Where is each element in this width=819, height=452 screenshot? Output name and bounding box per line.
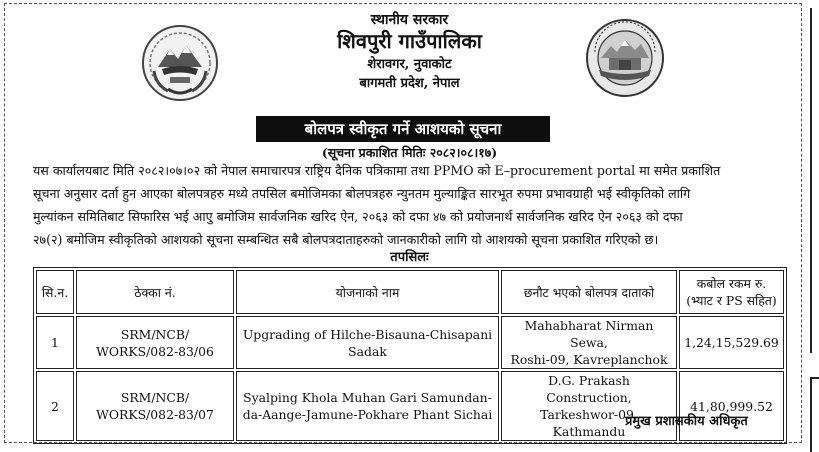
table-header-row — [36, 270, 784, 314]
cell-sn: 2 — [36, 371, 74, 441]
notice-body — [33, 159, 793, 251]
header-sn: सि.न. — [36, 270, 74, 314]
body-line: यस कार्यालयबाट मिति २०८२।०७।०२ को नेपाल समाचारपत्र राष्ट्रिय दैनिक पत्रिकामा तथा PPMO को E–procurement portal मा समेत प्रकाशित — [33, 163, 721, 178]
header-contract: ठेक्का नं. — [76, 270, 234, 314]
local-government-label: स्थानीय सरकार — [370, 12, 449, 28]
cell-amount: 41,80,999.52 — [679, 371, 784, 441]
body-line: सूचना अनुसार दर्ता हुन आएका बोलपत्रहरु मध्ये तपसिल बमोजिमका बोलपत्रहरु न्युनतम मुल्याङ्कित सारभूत रुपमा प्रभावग्राही भई स्वीकृतिको लागि — [33, 186, 691, 201]
header-amount — [679, 270, 784, 314]
municipality-name: शिवपुरी गाउँपालिका — [337, 29, 482, 53]
bidder-line: D.G. Prakash Construction, — [546, 373, 632, 405]
bidder-line: Mahabharat Nirman Sewa, — [524, 318, 654, 350]
contract-line: WORKS/082-83/06 — [96, 343, 214, 359]
project-line: Sadak — [348, 343, 387, 359]
contract-line: SRM/NCB/ — [120, 326, 190, 342]
header-amount-line1: कबोल रकम रु. — [696, 276, 767, 291]
cell-contract — [76, 371, 234, 441]
cell-bidder — [501, 371, 677, 441]
header-bidder: छनौट भएको बोलपत्र दाताको — [501, 270, 677, 314]
project-line: da-Aange-Jamune-Pokhare Phant Sichai — [242, 407, 493, 422]
cell-amount: 1,24,15,529.69 — [679, 316, 784, 369]
notice-title: बोलपत्र स्वीकृत गर्ने आशयको सूचना — [256, 116, 550, 142]
cell-contract — [76, 316, 234, 369]
cell-project — [236, 371, 499, 441]
cell-project — [236, 316, 499, 369]
project-line: Upgrading of Hilche-Bisauna-Chisapani — [242, 326, 493, 342]
signatory: प्रमुख प्रशासकीय अधिकृत — [625, 414, 748, 429]
contract-line: WORKS/082-83/07 — [96, 407, 214, 422]
municipality-address: शेरावगर, नुवाकोट — [367, 57, 452, 72]
province-label: बागमती प्रदेश, नेपाल — [359, 76, 460, 91]
header-project: योजनाको नाम — [236, 270, 499, 314]
project-line: Syalping Khola Muhan Gari Samundan- — [243, 390, 492, 405]
bidder-line: Roshi-09, Kavreplanchok — [510, 352, 668, 367]
body-line: मुल्यांकन समितिबाट सिफारिस भई आएु बमोजिम सार्वजनिक खरिद ऐन, २०६३ को दफा ४७ को प्रयोजनार्थ सार्वजनिक खरिद ऐन २०६३ को दफा — [33, 209, 683, 224]
cell-bidder — [501, 316, 677, 369]
table-row — [36, 371, 784, 441]
body-line: २७(२) बमोजिम स्वीकृतिको आशयको सूचना सम्बन्धित सबै बोलपत्रदाताहरुको जानकारीको लागि यो आशयको सूचना प्रकाशित गरिएको छ। — [33, 232, 659, 247]
header-amount-line2: (भ्याट र PS सहित) — [686, 293, 777, 308]
details-heading: तपसिलः — [390, 250, 429, 265]
table-row — [36, 316, 784, 369]
cell-sn: 1 — [36, 316, 74, 369]
contract-line: SRM/NCB/ — [120, 390, 190, 405]
published-date: (सूचना प्रकाशित मितिः २०८२।०८।१७) — [321, 145, 498, 160]
bidder-line: Tarkeshwor-09, Kathmandu — [540, 407, 638, 439]
